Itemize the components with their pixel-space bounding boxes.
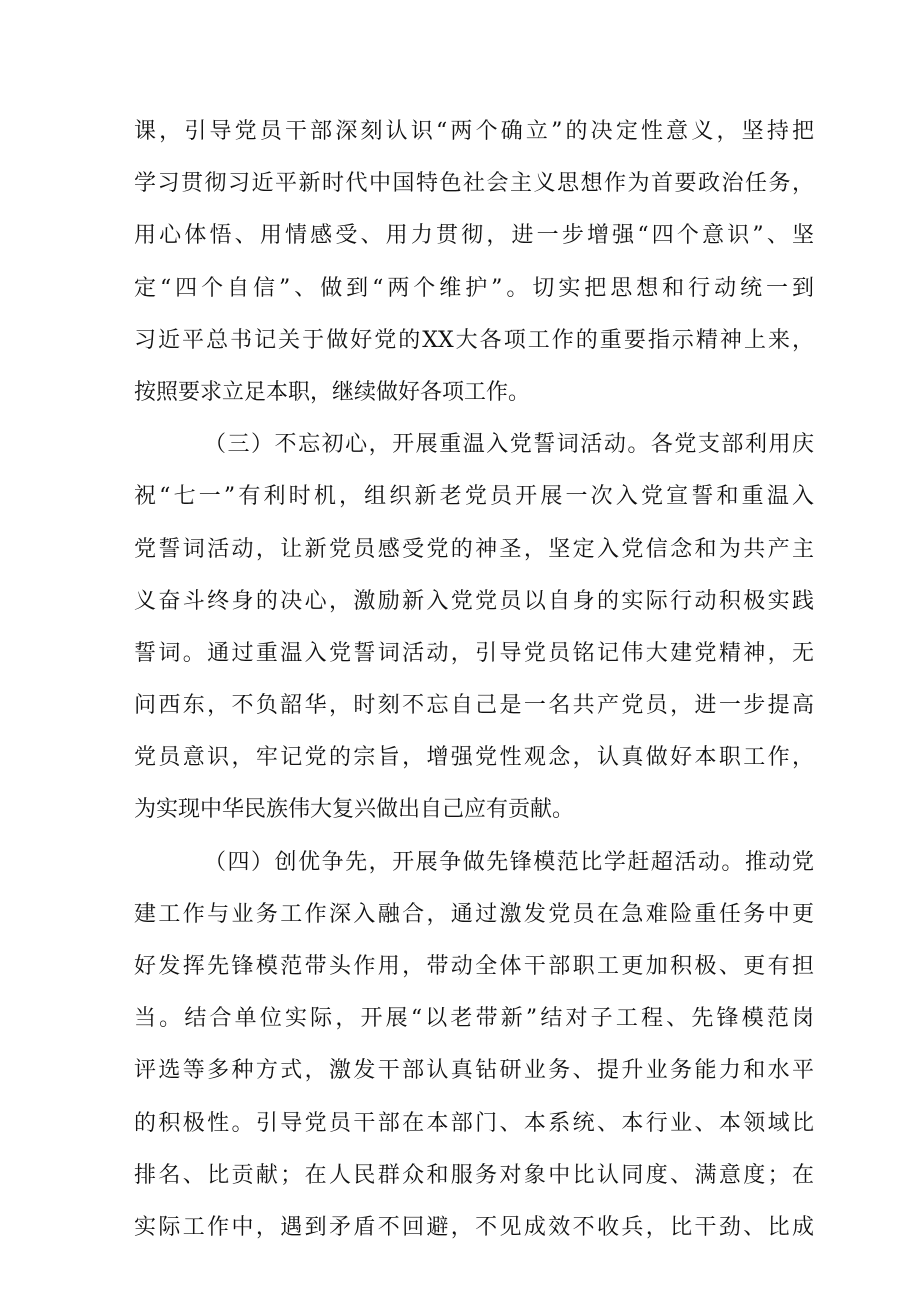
- text-line: 学习贯彻习近平新时代中国特色社会主义思想作为首要政治任务，: [134, 171, 814, 197]
- document-body: [134, 106, 814, 1254]
- text-line: 祝“七一”有利时机，组织新老党员开展一次入党宣誓和重温入: [134, 484, 814, 510]
- text-line: 问西东，不负韶华，时刻不忘自己是一名共产党员，进一步提高: [134, 693, 814, 719]
- text-line: 评选等多种方式，激发干部认真钻研业务、提升业务能力和水平: [134, 1058, 814, 1084]
- text-line: 排名、比贡献；在人民群众和服务对象中比认同度、满意度；在: [134, 1162, 814, 1188]
- paragraph-section-three: [134, 419, 814, 837]
- text-line: 的积极性。引导党员干部在本部门、本系统、本行业、本领域比: [134, 1110, 814, 1136]
- text-line: 党员意识，牢记党的宗旨，增强党性观念，认真做好本职工作，: [134, 745, 814, 771]
- text-line: 用心体悟、用情感受、用力贯彻，进一步增强“四个意识”、坚: [134, 223, 814, 249]
- text-line: 定“四个自信”、做到“两个维护”。切实把思想和行动统一到: [134, 275, 814, 301]
- section-heading-line: （三）不忘初心，开展重温入党誓词活动。各党支部利用庆: [204, 432, 814, 458]
- text-line: 义奋斗终身的决心，激励新入党党员以自身的实际行动积极实践: [134, 588, 814, 614]
- paragraph-study-thought: [134, 106, 814, 419]
- text-line: 为实现中华民族伟大复兴做出自己应有贡献。: [134, 797, 575, 823]
- paragraph-section-four: [134, 837, 814, 1255]
- text-line: 按照要求立足本职，继续做好各项工作。: [134, 379, 531, 405]
- text-line: 誓词。通过重温入党誓词活动，引导党员铭记伟大建党精神，无: [134, 640, 814, 666]
- text-line: 建工作与业务工作深入融合，通过激发党员在急难险重任务中更: [134, 901, 814, 927]
- text-line: 习近平总书记关于做好党的XX大各项工作的重要指示精神上来，: [134, 327, 814, 353]
- text-line: 实际工作中，遇到矛盾不回避，不见成效不收兵，比干劲、比成: [134, 1214, 814, 1240]
- text-line: 课，引导党员干部深刻认识“两个确立”的决定性意义，坚持把: [134, 119, 814, 144]
- text-line: 当。结合单位实际，开展“以老带新”结对子工程、先锋模范岗: [134, 1006, 814, 1032]
- text-line: 好发挥先锋模范带头作用，带动全体干部职工更加积极、更有担: [134, 954, 814, 979]
- text-line: 党誓词活动，让新党员感受党的神圣，坚定入党信念和为共产主: [134, 536, 814, 562]
- section-heading-line: （四）创优争先，开展争做先锋模范比学赶超活动。推动党: [204, 849, 814, 875]
